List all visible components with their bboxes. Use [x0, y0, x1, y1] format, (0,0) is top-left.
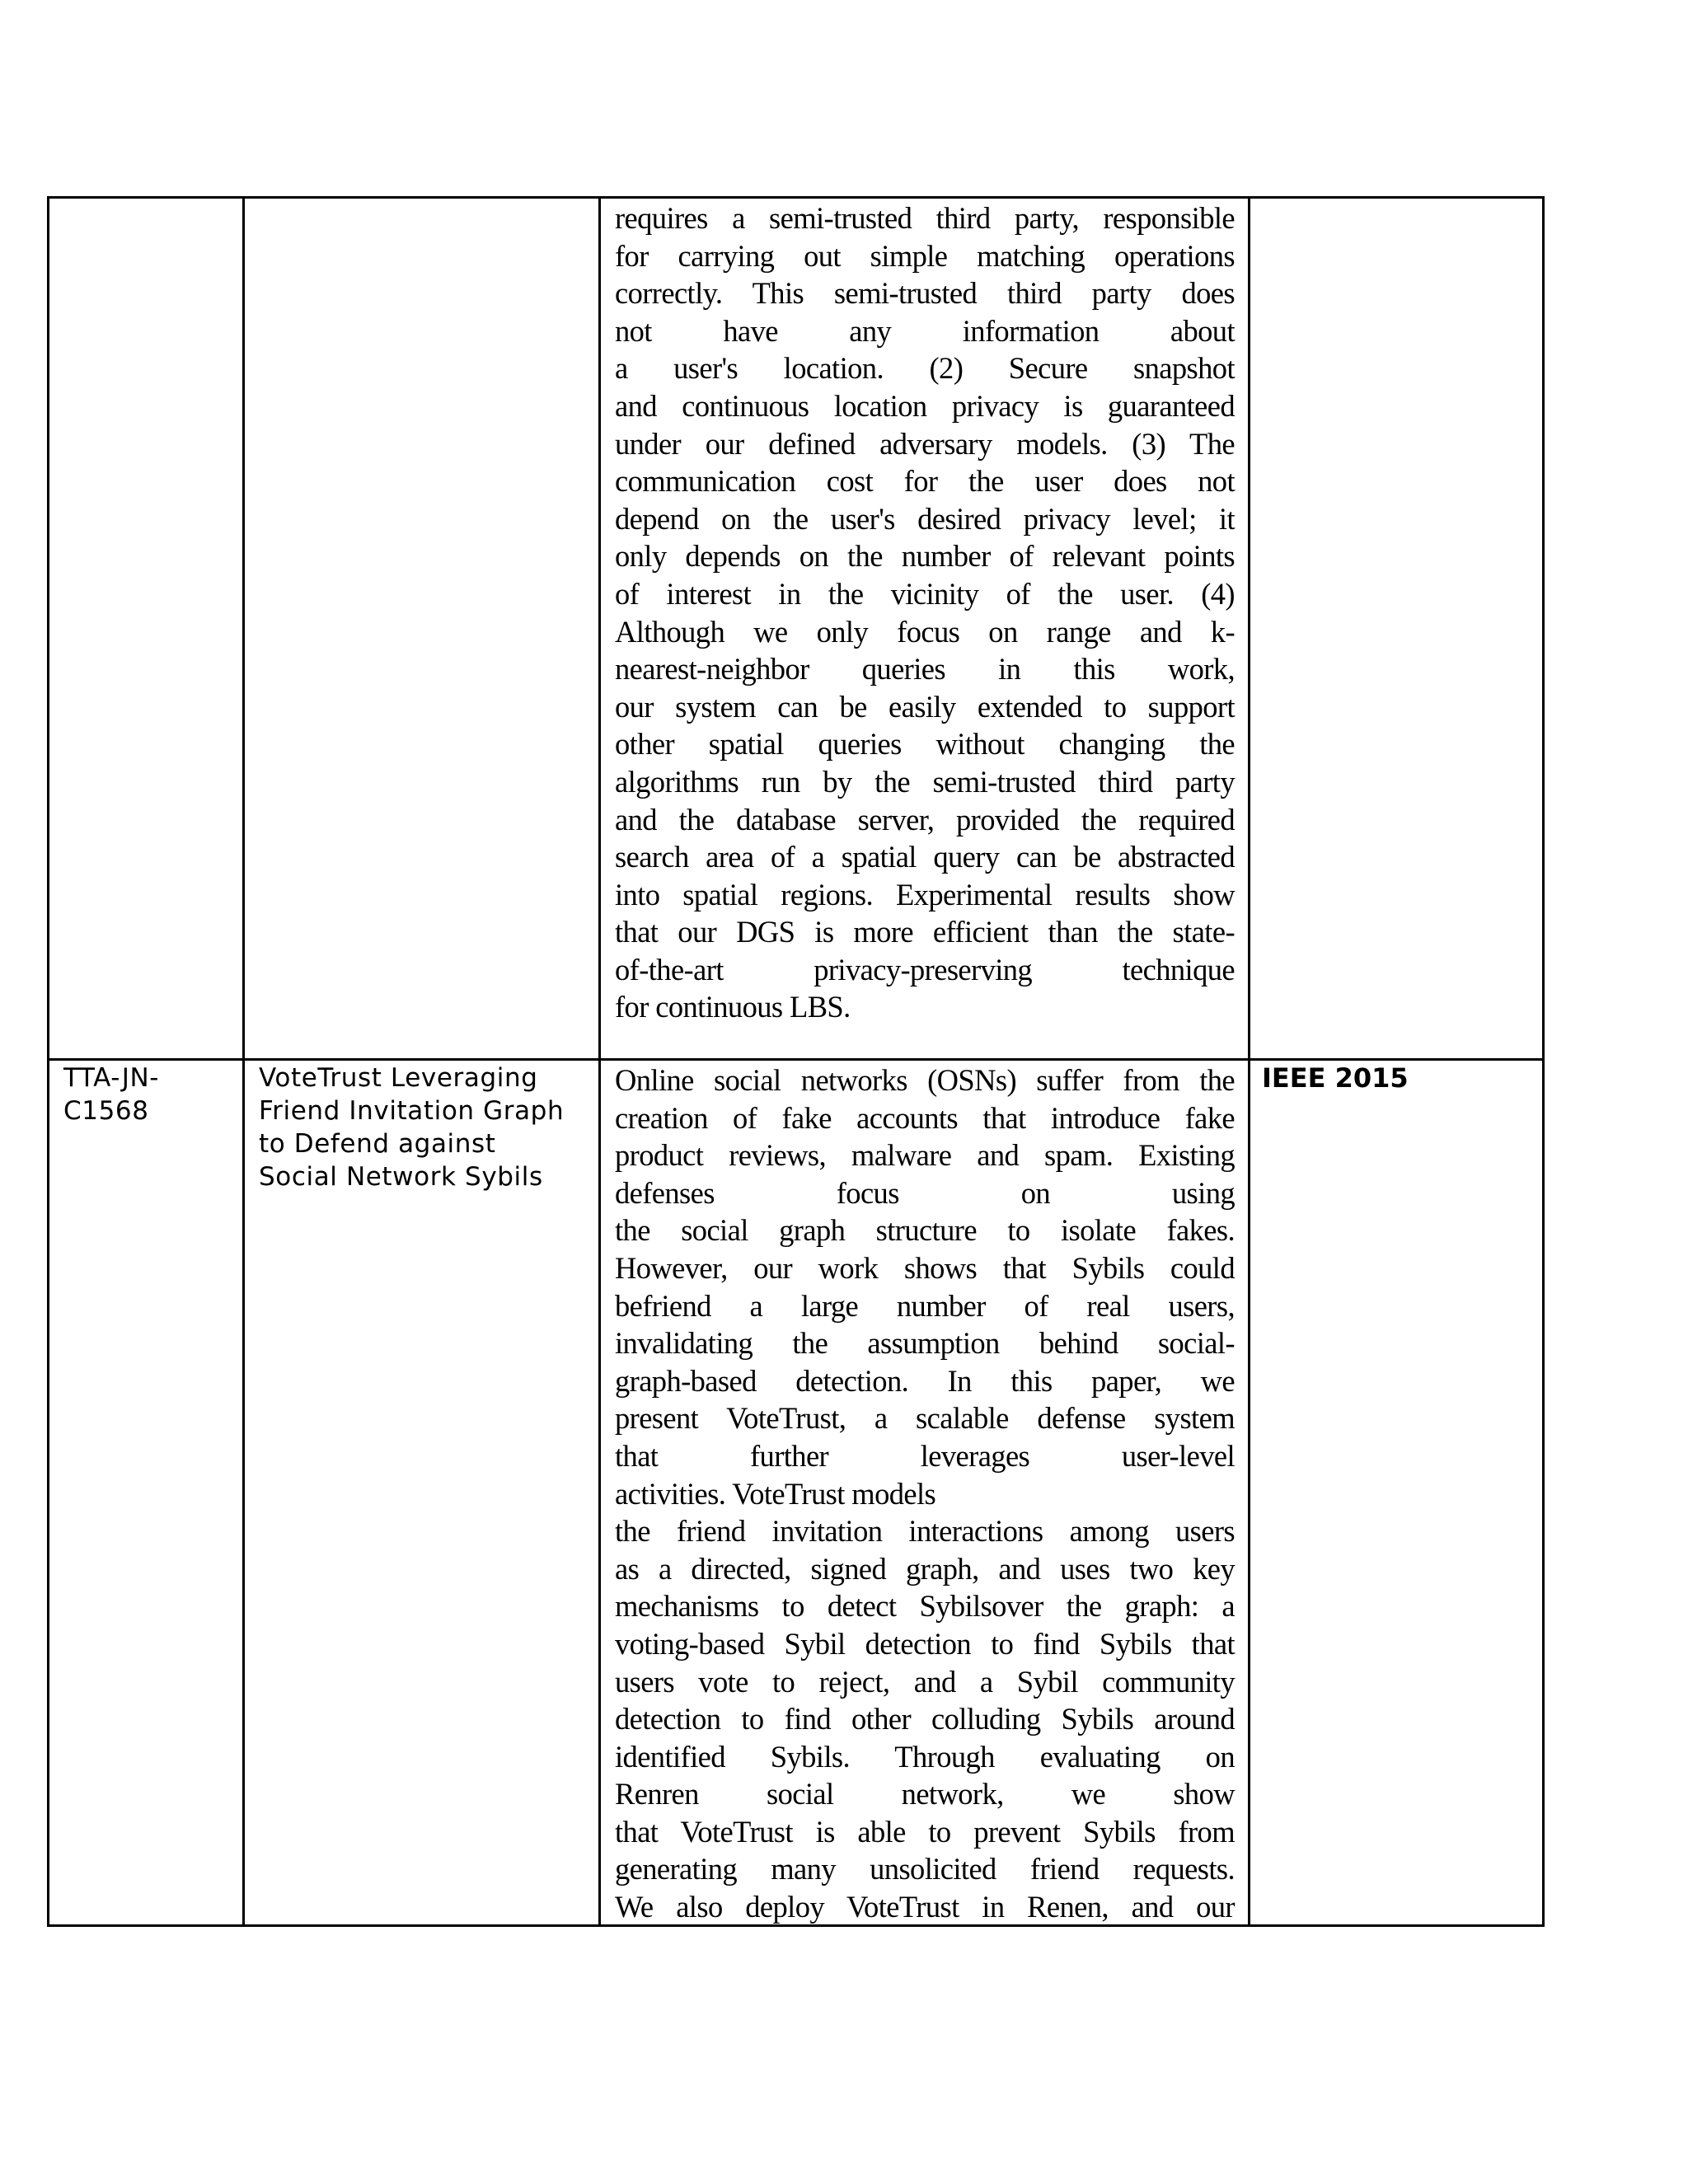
- abstract-line: activities. VoteTrust models: [615, 1476, 936, 1511]
- abstract-line: only depends on the number of relevant points: [615, 539, 1235, 574]
- abstract-line: befriend a large number of real users,: [615, 1288, 1235, 1323]
- abstract-line: and the database server, provided the required: [615, 802, 1235, 837]
- abstract-line: that further leverages user-level: [615, 1438, 1235, 1473]
- abstract-line: generating many unsolicited friend requests.: [615, 1852, 1235, 1886]
- abstract-line: the friend invitation interactions among users: [615, 1514, 1235, 1549]
- table-left-border: [47, 196, 49, 1927]
- abstract-line: into spatial regions. Experimental results show: [615, 877, 1235, 912]
- abstract-line: defenses focus on using: [615, 1175, 1235, 1210]
- abstract-line: graph-based detection. In this paper, we: [615, 1363, 1235, 1398]
- abstract-line: the social graph structure to isolate fakes.: [615, 1213, 1235, 1248]
- column-divider-1: [242, 196, 245, 1927]
- abstract-line: present VoteTrust, a scalable defense system: [615, 1401, 1235, 1436]
- abstract-line: requires a semi-trusted third party, responsible: [615, 201, 1235, 235]
- abstract-line: voting-based Sybil detection to find Sybils that: [615, 1626, 1235, 1661]
- abstract-line: We also deploy VoteTrust in Renen, and our: [615, 1890, 1235, 1924]
- abstract-line: under our defined adversary models. (3) The: [615, 426, 1235, 461]
- row2-code-cell: [63, 1062, 237, 1127]
- row2-publication: IEEE 2015: [1262, 1062, 1409, 1094]
- project-title-line: Friend Invitation Graph: [259, 1096, 565, 1126]
- table-right-border: [1542, 196, 1545, 1927]
- abstract-line: Renren social network, we show: [615, 1777, 1235, 1811]
- abstract-line: creation of fake accounts that introduce fake: [615, 1100, 1235, 1135]
- row1-abstract: [615, 199, 1235, 1026]
- project-title-line: to Defend against: [259, 1129, 496, 1159]
- abstract-line: that VoteTrust is able to prevent Sybils from: [615, 1814, 1235, 1849]
- abstract-line: our system can be easily extended to support: [615, 689, 1235, 724]
- column-divider-2: [598, 196, 601, 1927]
- abstract-line: algorithms run by the semi-trusted third party: [615, 764, 1235, 799]
- row2-abstract: [615, 1062, 1235, 1926]
- abstract-line: as a directed, signed graph, and uses two key: [615, 1551, 1235, 1586]
- abstract-line: a user's location. (2) Secure snapshot: [615, 351, 1235, 386]
- row2-publication-cell: [1262, 1062, 1534, 1094]
- project-title-line: VoteTrust Leveraging: [259, 1063, 538, 1093]
- abstract-line: not have any information about: [615, 313, 1235, 348]
- abstract-line: other spatial queries without changing the: [615, 727, 1235, 762]
- abstract-line: of interest in the vicinity of the user. (4): [615, 576, 1235, 611]
- project-title-line: Social Network Sybils: [259, 1162, 543, 1192]
- abstract-line: Online social networks (OSNs) suffer from the: [615, 1063, 1235, 1097]
- table-top-border: [47, 196, 1545, 199]
- abstract-line: that our DGS is more efficient than the state-: [615, 915, 1235, 949]
- projects-table: [47, 196, 1545, 1927]
- abstract-line: search area of a spatial query can be abstracted: [615, 840, 1235, 874]
- row-divider: [47, 1058, 1545, 1061]
- abstract-line: However, our work shows that Sybils could: [615, 1250, 1235, 1285]
- abstract-line: users vote to reject, and a Sybil community: [615, 1664, 1235, 1699]
- abstract-line: correctly. This semi-trusted third party does: [615, 276, 1235, 311]
- project-code-line: TTA-JN-: [63, 1063, 160, 1093]
- row2-title-cell: [259, 1062, 593, 1193]
- abstract-line: for continuous LBS.: [615, 990, 851, 1024]
- abstract-line: detection to find other colluding Sybils around: [615, 1702, 1235, 1736]
- abstract-line: depend on the user's desired privacy level; it: [615, 501, 1235, 536]
- abstract-line: communication cost for the user does not: [615, 464, 1235, 499]
- abstract-line: invalidating the assumption behind social-: [615, 1326, 1235, 1361]
- abstract-line: product reviews, malware and spam. Existing: [615, 1138, 1235, 1173]
- abstract-line: for carrying out simple matching operations: [615, 238, 1235, 273]
- abstract-line: and continuous location privacy is guaranteed: [615, 388, 1235, 423]
- abstract-line: mechanisms to detect Sybilsover the graph: a: [615, 1589, 1235, 1624]
- project-code-line: C1568: [63, 1096, 149, 1126]
- abstract-line: Although we only focus on range and k-: [615, 614, 1235, 649]
- abstract-line: nearest-neighbor queries in this work,: [615, 652, 1235, 687]
- abstract-line: of-the-art privacy-preserving technique: [615, 952, 1235, 987]
- column-divider-3: [1248, 196, 1250, 1927]
- abstract-line: identified Sybils. Through evaluating on: [615, 1739, 1235, 1774]
